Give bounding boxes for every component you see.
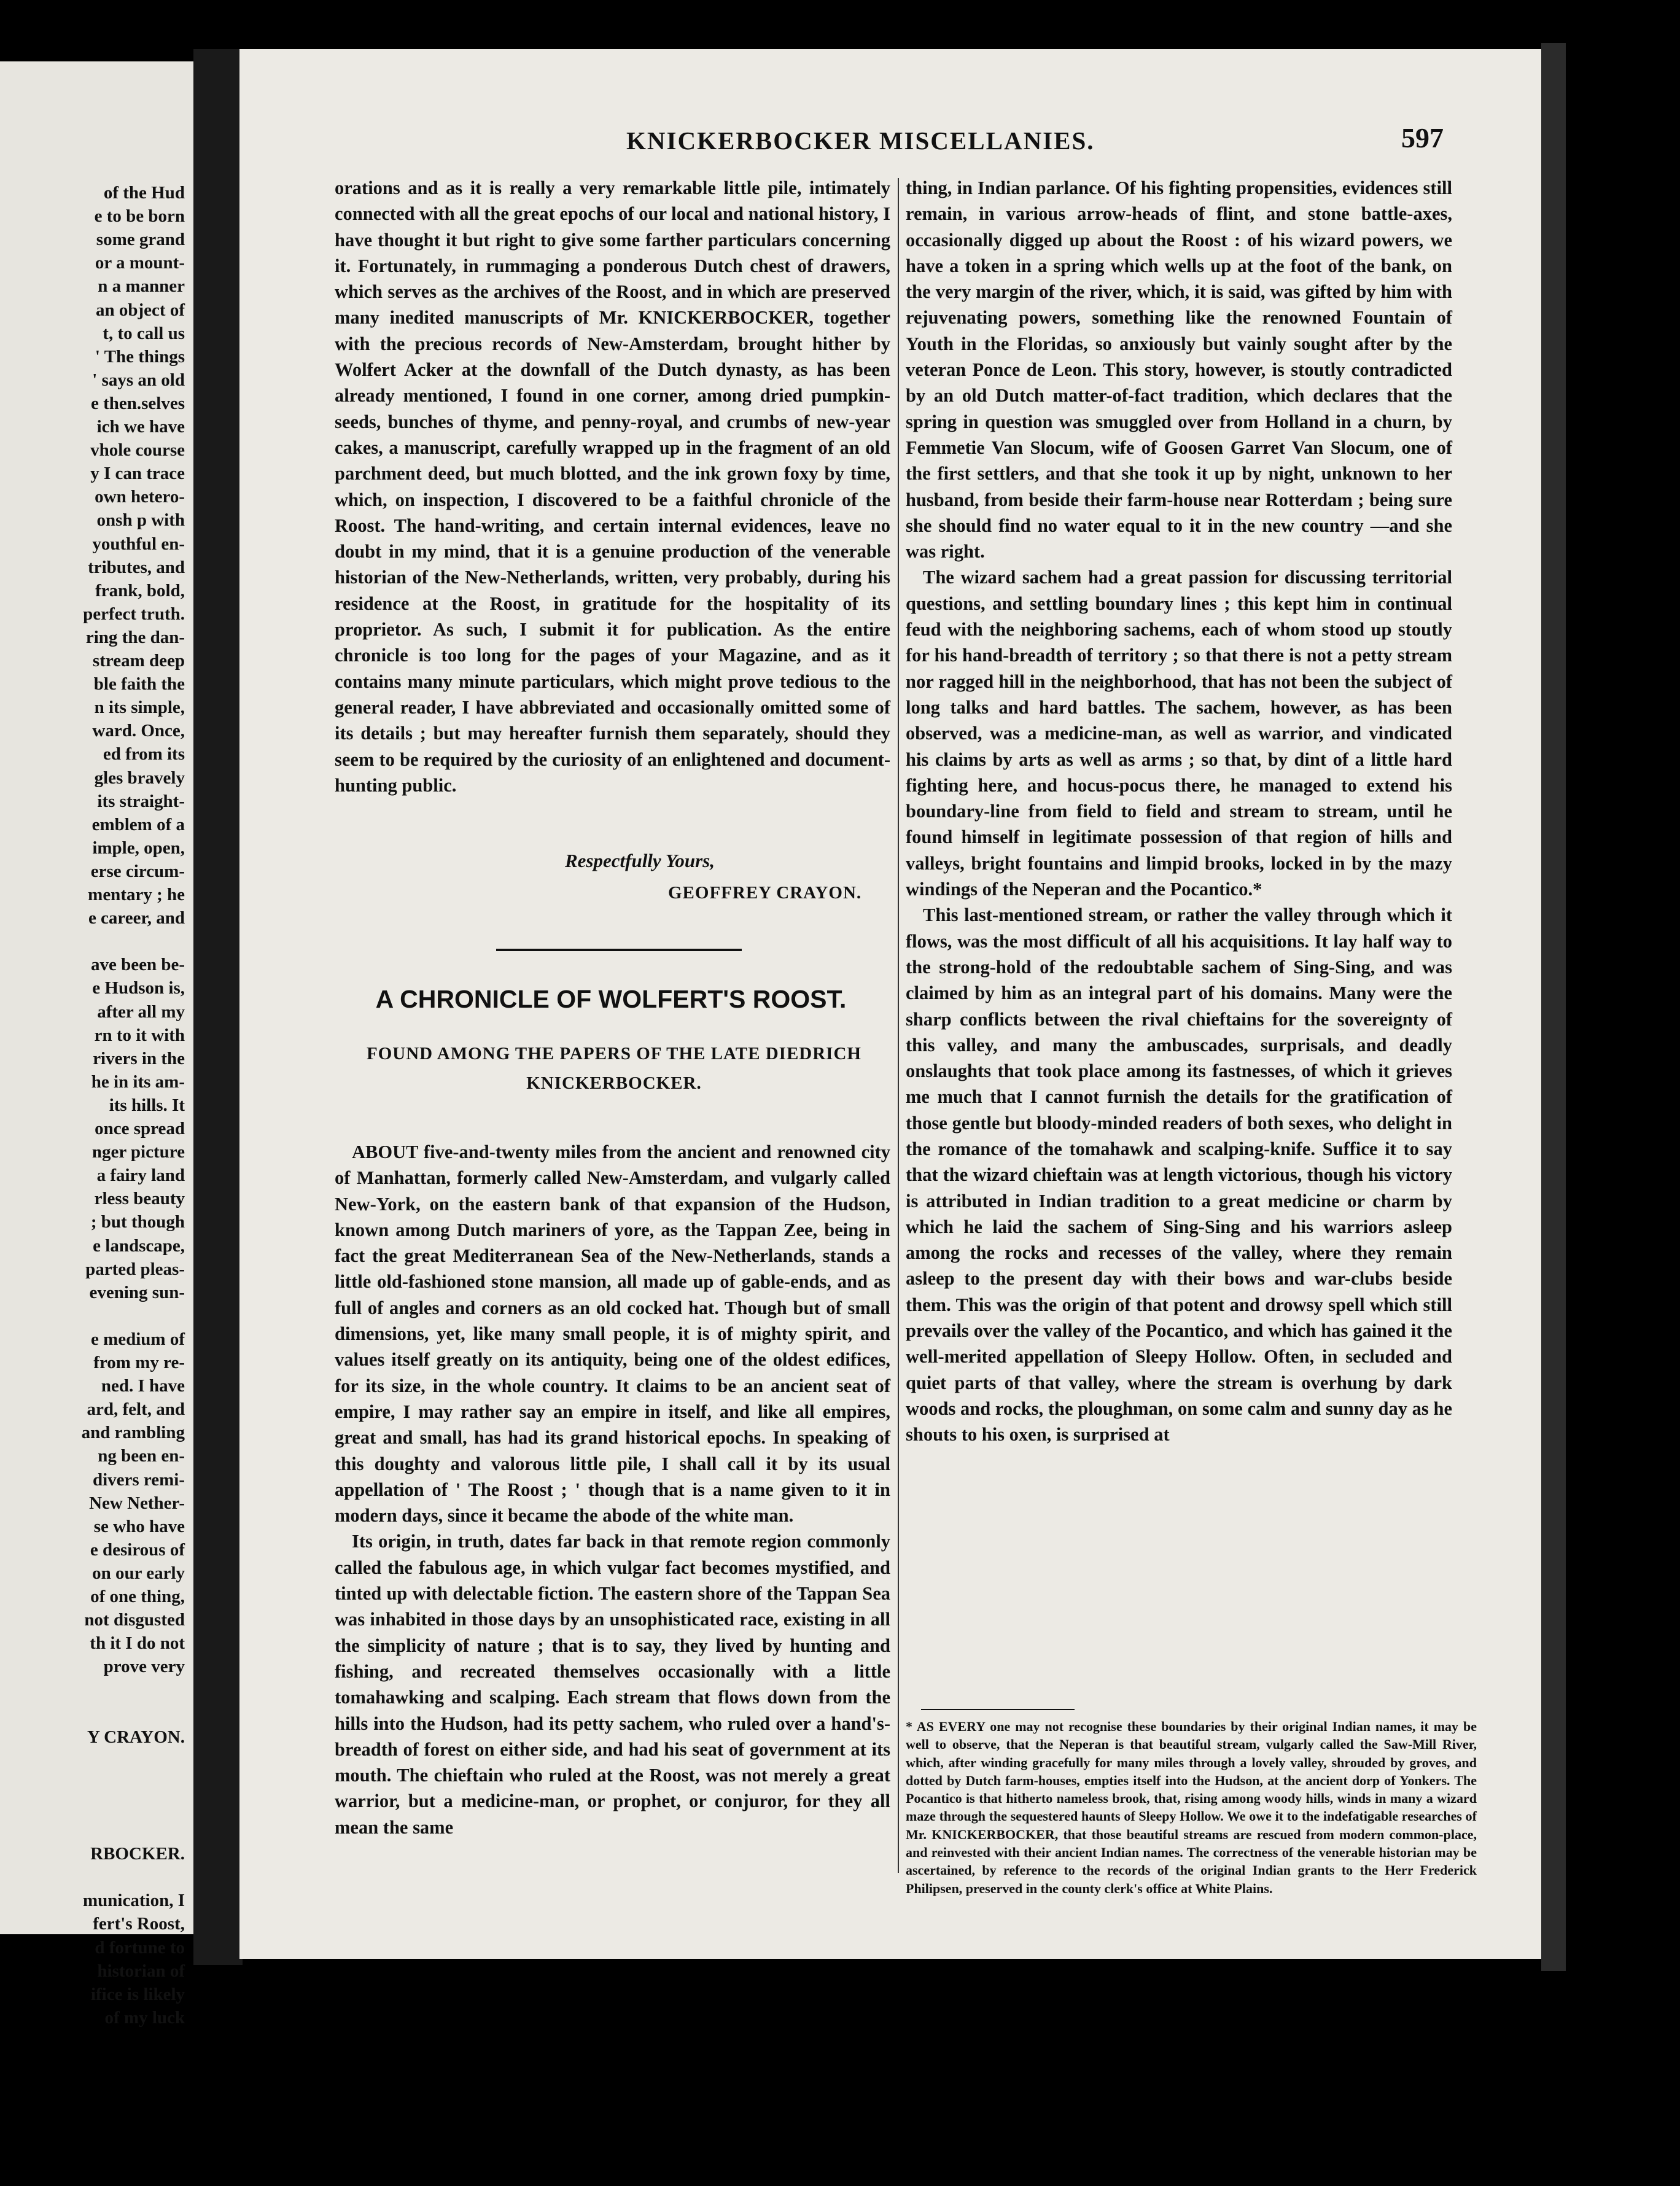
facing-page-line: rivers in the <box>93 1048 185 1068</box>
article-subtitle: FOUND AMONG THE PAPERS OF THE LATE DIEDRICH KNICKERBOCKER. <box>367 1044 861 1093</box>
facing-page-line: imple, open, <box>92 838 185 858</box>
facing-page-line: on our early <box>92 1563 185 1583</box>
facing-page-line: munication, I <box>83 1891 185 1911</box>
facing-page-line: youthful en- <box>92 534 185 554</box>
facing-page-line: New Nether- <box>89 1493 185 1513</box>
page-edge <box>1541 43 1566 1971</box>
article-column-right <box>906 175 1452 1448</box>
facing-page-line: of one thing, <box>90 1587 185 1606</box>
facing-page-line: n its simple, <box>94 698 185 718</box>
facing-page-line: ned. I have <box>101 1376 185 1396</box>
article-paragraph: Its origin, in truth, dates far back in that remote region commonly called the fabulous age, in which vulgar fact becomes mystified, and tinted up with delectable fiction. The eastern shore of the Tappan Sea was inhabited in those days by an unsophisticated race, existing in all the simplicity of nature ; that is to say, they lived by hunting and fishing, and recreated themselves occasionally with a little tomahawking and scalping. Each stream that flows down from the hills into the Hudson, had its petty sachem, who ruled over a hand's-breadth of forest on either side, and had his seat of government at its mouth. The chieftain who ruled at the Roost, was not merely a great warrior, but a medicine-man, or prophet, or conjuror, for they all mean the same <box>335 1531 890 1838</box>
article-column-left <box>335 1139 890 1840</box>
facing-page-line: ' says an old <box>92 370 185 390</box>
facing-page-line: ave been be- <box>90 955 185 975</box>
facing-page-line: ble faith the <box>93 674 185 694</box>
facing-page-line: vhole course <box>90 440 185 461</box>
facing-page-line: gles bravely <box>94 768 185 788</box>
facing-page-line: n a manner <box>98 276 185 297</box>
article-paragraph: The wizard sachem had a great passion for discussing territorial questions, and settling boundary lines ; this kept him in continual feud with the neighboring sachems, each of whom stood up stoutly for his hand-breadth of territory ; so that there is not a petty stream nor ragged hill in the neighborhood, that has not been the subject of long talks and hard battles. The sachem, however, as has been observed, was a medicine-man, as well as warrior, and vindicated his claims by arts as well as arms ; so that, by dint of a little hard fighting here, and hocus-pocus there, he managed to extend his boundary-line from field to field and stream to stream, until he found himself in legitimate possession of that region of hills and valleys, bright fountains and limpid brooks, locked in by the mazy windings of the Neperan and the Pocantico.* <box>906 567 1452 900</box>
article-paragraph: ABOUT five-and-twenty miles from the ancient and renowned city of Manhattan, formerly called New-Amsterdam, and vulgarly called New-York, on the eastern bank of that expansion of the Hudson, known among Dutch mariners of yore, as the Tappan Zee, being in fact the great Mediterranean Sea of the New-Netherlands, stands a little old-fashioned stone mansion, all made up of gable-ends, and as full of angles and corners as an old cocked hat. Though but of small dimensions, yet, like many small people, it is of mighty spirit, and values itself greatly on its antiquity, being one of the oldest edifices, for its size, in the whole country. It claims to be an ancient seat of empire, I may rather say an empire in itself, and like all empires, great and small, has had its grand historical epochs. In speaking of this doughty and valorous little pile, I shall call it by its usual appellation of ' The Roost ; ' though that is a name given to it in modern days, since it became the abode of the white man. <box>335 1142 890 1527</box>
facing-page-line: ng been en- <box>98 1446 185 1466</box>
facing-page-fragment <box>0 61 193 2028</box>
section-divider <box>496 949 742 951</box>
facing-page-line: ich we have <box>96 417 185 437</box>
facing-page-line: an object of <box>96 300 185 320</box>
facing-page-line: its straight- <box>97 791 185 811</box>
facing-page-line: or a mount- <box>95 253 185 273</box>
facing-page-line: ' The things <box>95 346 185 367</box>
facing-page-line: parted pleas- <box>85 1259 185 1279</box>
article-paragraph: thing, in Indian parlance. Of his fighting propensities, evidences still remain, in various arrow-heads of flint, and stone battle-axes, occasionally digged up about the Roost : of his wizard powers, we have a token in a spring which wells up at the foot of the bank, on the very margin of the river, which, it is said, was gifted by him with rejuvenating powers, something like the renowned Fountain of Youth in the Floridas, so anxiously but vainly sought after by the veteran Ponce de Leon. This story, however, is stoutly contradicted by an old Dutch matter-of-fact tradition, which declares that the spring in question was smuggled over from Holland in a churn, by Femmetie Van Slocum, wife of Goosen Garret Van Slocum, one of the first settlers, and that she took it up by night, unknown to her husband, from beside their farm-house near Rotterdam ; being sure she should find no water equal to it in the new country —and she was right. <box>906 177 1452 562</box>
article-paragraph: This last-mentioned stream, or rather the valley through which it flows, was the most difficult of all his acquisitions. It lay half way to the strong-hold of the redoubtable sachem of Sing-Sing, and was claimed by him as an integral part of his domains. Many were the sharp conflicts between the rival chieftains for the sovereignty of this valley, and many the ambuscades, surprisals, and deadly onslaughts that took place among its fastnesses, of which it grieves me much that I cannot furnish the details for the gratification of those gentle but bloody-minded readers of both sexes, who delight in the romance of the tomahawk and scalping-knife. Suffice it to say that the wizard chieftain was at length victorious, though his victory is attributed in Indian tradition to a great medicine or charm by which he laid the sachem of Sing-Sing and his warriors asleep among the rocks and recesses of the valley, where they remain asleep to the present day with their bows and war-clubs beside them. This was the origin of that potent and drowsy spell which still prevails over the valley of the Pocantico, and which has gained it the well-merited appellation of Sleepy Hollow. Often, in secluded and quiet parts of that valley, where the stream is overhung by dark woods and rocks, the ploughman, on some calm and sunny day as he shouts to his oxen, is surprised at <box>906 904 1452 1445</box>
facing-page-line: frank, bold, <box>95 580 185 601</box>
facing-page-line: evening sun- <box>89 1282 185 1302</box>
facing-page-line: divers remi- <box>92 1469 185 1490</box>
facing-page-line: a fairy land <box>96 1165 185 1186</box>
article-title: A CHRONICLE OF WOLFERT'S ROOST. <box>375 985 847 1013</box>
facing-page-line: some grand <box>96 230 185 250</box>
facing-page-line: ring the dan- <box>85 627 185 647</box>
facing-page-line: e landscape, <box>93 1235 185 1256</box>
facing-page-line: tributes, and <box>88 557 185 577</box>
facing-page-line: of the Hud <box>103 183 185 203</box>
facing-page-line: e Hudson is, <box>92 978 185 998</box>
facing-page-line: t, to call us <box>103 323 185 343</box>
facing-page-line: after all my <box>97 1002 185 1022</box>
facing-page-line: prove very <box>103 1657 185 1677</box>
facing-page-line: nger picture <box>91 1142 185 1162</box>
facing-page-line: emblem of a <box>91 814 185 834</box>
facing-page-line: stream deep <box>92 651 185 671</box>
facing-page-line: rless beauty <box>94 1189 185 1209</box>
page-number: 597 <box>1401 122 1444 154</box>
facing-page-line: Y CRAYON. <box>87 1727 185 1747</box>
facing-page-line: its hills. It <box>109 1095 185 1115</box>
facing-page-line: e desirous of <box>90 1539 185 1560</box>
footnote-rule <box>921 1709 1075 1710</box>
facing-page-line: fert's Roost, <box>93 1914 185 1934</box>
facing-page-line: once spread <box>95 1119 185 1138</box>
facing-page-line: ard, felt, and <box>87 1399 185 1420</box>
facing-page-line: e to be born <box>94 206 185 227</box>
facing-page-line: rn to it with <box>94 1025 185 1045</box>
facing-page-line: RBOCKER. <box>90 1844 185 1864</box>
facing-page-line: historian of <box>97 1961 185 1981</box>
facing-page-line: ; but though <box>90 1212 185 1232</box>
facing-page-line: e medium of <box>90 1329 185 1349</box>
facing-page-line: mentary ; he <box>88 885 185 904</box>
facing-page-line: th it I do not <box>90 1633 185 1654</box>
facing-page-line: perfect truth. <box>83 604 185 624</box>
facing-page-line: onsh p with <box>96 510 185 531</box>
facing-page-line: of my luck <box>104 2007 185 2028</box>
letter-column <box>335 175 890 798</box>
letter-signature: GEOFFREY CRAYON. <box>668 883 862 903</box>
footnote: * AS EVERY one may not recognise these boundaries by their original Indian names, it may be well to observe, that the Neperan is that beautiful stream, vulgarly called the Saw-Mill River, which, after winding gracefully for many miles through a lovely valley, shrouded by groves, and dotted by Dutch farm-houses, empties itself into the Hudson, at the ancient dorp of Yonkers. The Pocantico is that hitherto nameless brook, that, rising among woody hills, winds in many a wizard maze through the sequestered haunts of Sleepy Hollow. We owe it to the indefatigable researches of Mr. KNICKERBOCKER, that those beautiful streams are rescued from modern common-place, and reinvested with their ancient Indian names. The correctness of the venerable historian may be ascertained, by reference to the records of the original Indian grants to the Herr Frederick Philipsen, preserved in the county clerk's office at White Plains. <box>906 1719 1477 1896</box>
facing-page-line: and rambling <box>81 1423 185 1443</box>
letter-closing: Respectfully Yours, <box>565 850 715 871</box>
facing-page-line: ed from its <box>103 744 185 764</box>
facing-page-line: e career, and <box>88 908 185 928</box>
facing-page-line: ward. Once, <box>92 721 185 741</box>
facing-page-line: he in its am- <box>91 1072 185 1092</box>
facing-page-line: ifice is likely <box>90 1984 185 2004</box>
facing-page-line: erse circum- <box>90 861 185 881</box>
facing-page-line: d fortune to <box>95 1937 185 1958</box>
facing-page-line: e then.selves <box>90 393 185 413</box>
column-divider <box>898 178 899 1873</box>
facing-page-line: not disgusted <box>84 1610 185 1630</box>
facing-page-line: own hetero- <box>95 487 185 507</box>
letter-paragraph: orations and as it is really a very remarkable little pile, intimately connected with all the great epochs of our local and national history, I have thought it but right to give some farther particulars concerning it. Fortunately, in rummaging a ponderous Dutch chest of drawers, which serves as the archives of the Roost, and in which are preserved many inedited manuscripts of Mr. KNICKERBOCKER, together with the precious records of New-Amsterdam, brought hither by Wolfert Acker at the downfall of the Dutch dynasty, as has been already mentioned, I found in one corner, among dried pumpkin-seeds, bunches of thyme, and penny-royal, and crumbs of new-year cakes, a manuscript, carefully wrapped up in the fragment of an old parchment deed, but much blotted, and the ink grown foxy by time, which, on inspection, I discovered to be a faithful chronicle of the Roost. The hand-writing, and certain internal evidences, leave no doubt in my mind, that it is a genuine production of the venerable historian of the New-Netherlands, written, very probably, during his residence at the Roost, in gratitude for the hospitality of its proprietor. As such, I submit it for publication. As the entire chronicle is too long for the pages of your Magazine, and as it contains many minute particulars, which might prove tedious to the general reader, I have abbreviated and occasionally omitted some of its details ; but may hereafter furnish them separately, should they seem to be required by the curiosity of an enlightened and document-hunting public. <box>335 177 890 796</box>
running-title: KNICKERBOCKER MISCELLANIES. <box>626 126 1095 155</box>
facing-page-line: from my re- <box>93 1353 185 1372</box>
facing-page-line: y I can trace <box>90 464 185 484</box>
facing-page-line: se who have <box>93 1516 185 1536</box>
binding-gutter <box>193 49 243 1965</box>
